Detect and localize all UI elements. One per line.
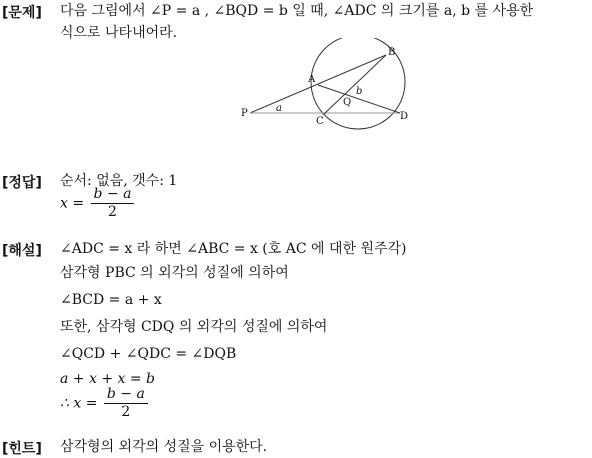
solution-line-4: 또한, 삼각형 CDQ 의 외각의 성질에 의하여 [60, 319, 328, 335]
solution-fraction [104, 386, 148, 421]
hint-tag: [힌트] [2, 441, 42, 457]
label-c: C [316, 116, 324, 127]
label-q: Q [343, 97, 352, 108]
answer-fraction [91, 186, 135, 221]
solution-line-2: 삼각형 PBC 의 외각의 성질에 의하여 [60, 265, 289, 281]
label-angle-a: a [276, 103, 282, 114]
solution-numerator: b − a [104, 386, 148, 404]
answer-lhs: x = [60, 195, 85, 212]
solution-tag: [해설] [2, 243, 42, 259]
answer-line-1: 순서: 없음, 갯수: 1 [60, 173, 178, 189]
label-p: P [241, 108, 248, 119]
solution-line-1: ∠ADC = x 라 하면 ∠ABC = x (호 AC 에 대한 원주각) [60, 241, 407, 257]
label-angle-b: b [356, 86, 363, 97]
geometry-figure [0, 38, 592, 178]
solution-line-6: a + x + x = b [60, 371, 155, 387]
answer-formula [60, 186, 136, 221]
line-pb [250, 55, 386, 113]
problem-tag: [문제] [2, 5, 42, 21]
label-d: D [400, 111, 409, 122]
label-a: A [308, 74, 316, 85]
problem-line-1: 다음 그림에서 ∠P = a , ∠BQD = b 일 때, ∠ADC 의 크기를 a, b 를 사용한 [60, 3, 534, 19]
label-b: B [388, 47, 396, 58]
problem-line-2: 식으로 나타내어라. [60, 25, 178, 41]
solution-line-5: ∠QCD + ∠QDC = ∠DQB [60, 346, 237, 362]
solution-denominator: 2 [121, 404, 131, 420]
solution-conclusion-lhs: ∴ x = [60, 395, 98, 412]
hint-line-1: 삼각형의 외각의 성질을 이용한다. [60, 439, 268, 455]
solution-line-7 [60, 386, 150, 421]
answer-tag: [정답] [2, 175, 42, 191]
answer-denominator: 2 [108, 204, 117, 220]
solution-line-3: ∠BCD = a + x [60, 292, 162, 308]
answer-numerator: b − a [91, 186, 135, 204]
